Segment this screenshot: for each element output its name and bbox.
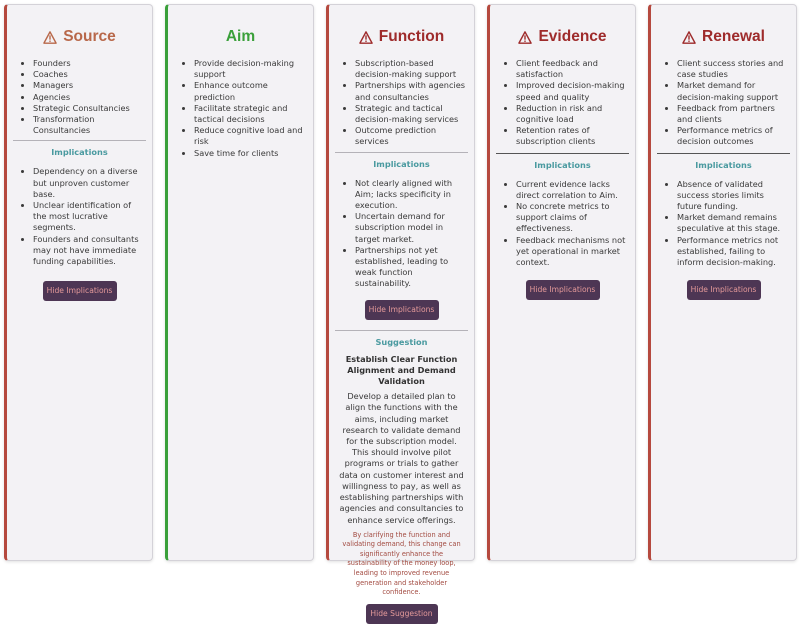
divider: [13, 140, 146, 141]
aim-title-text: Aim: [225, 28, 256, 45]
list-item: • Client success stories and case studies: [677, 58, 788, 80]
list-item: • Founders and consultants may not have immediate funding capabilities.: [33, 234, 144, 268]
evidence-list: [498, 58, 627, 148]
divider: [657, 153, 790, 154]
divider: [335, 152, 468, 153]
implications-heading: Implications: [695, 159, 752, 170]
renewal-column: [648, 4, 797, 561]
hide-implications-button[interactable]: Hide Implications: [526, 280, 600, 300]
suggestion-heading: Suggestion: [375, 336, 428, 347]
source-title: [15, 27, 144, 47]
implications-list: [498, 179, 627, 269]
list-item: • Save time for clients: [194, 148, 305, 159]
list-item: • Market demand remains speculative at this stage.: [677, 212, 788, 234]
implications-list: [337, 178, 466, 290]
source-column: [4, 4, 153, 561]
divider: [496, 153, 629, 154]
list-item: • Unclear identification of the most lucrative segments.: [33, 200, 144, 234]
list-item: • Current evidence lacks direct correlation to Aim.: [516, 179, 627, 201]
implications-list: [15, 166, 144, 267]
list-item: • Absence of validated success stories limits future funding.: [677, 179, 788, 213]
list-item: • Managers: [33, 80, 144, 91]
list-item: • No concrete metrics to support claims of effectiveness.: [516, 201, 627, 235]
implications-heading: Implications: [534, 159, 591, 170]
suggestion-note: By clarifying the function and validating demand, this change can significantly enhance the sustainability of the money loop, leading to improved revenue generation and stakeholder confidence.: [342, 530, 461, 597]
list-item: • Subscription-based decision-making support: [355, 58, 466, 80]
list-item: • Partnerships not yet established, leading to weak function sustainability.: [355, 245, 466, 290]
warning-icon: [682, 31, 696, 44]
list-item: • Transformation Consultancies: [33, 114, 144, 136]
source-title-text: Source: [63, 28, 116, 45]
warning-icon: [43, 31, 57, 44]
suggestion-title: Establish Clear Function Alignment and Demand Validation: [345, 353, 458, 387]
hide-suggestion-button[interactable]: Hide Suggestion: [366, 604, 438, 624]
list-item: • Reduce cognitive load and risk: [194, 125, 305, 147]
hide-implications-button[interactable]: Hide Implications: [365, 300, 439, 320]
list-item: • Agencies: [33, 92, 144, 103]
renewal-title-text: Renewal: [702, 28, 765, 45]
evidence-title: [498, 27, 627, 47]
renewal-list: [659, 58, 788, 148]
implications-heading: Implications: [373, 158, 430, 169]
list-item: • Facilitate strategic and tactical decisions: [194, 103, 305, 125]
list-item: • Client feedback and satisfaction: [516, 58, 627, 80]
warning-icon: [359, 31, 373, 44]
list-item: • Coaches: [33, 69, 144, 80]
list-item: • Reduction in risk and cognitive load: [516, 103, 627, 125]
aim-title: [176, 27, 305, 47]
list-item: • Partnerships with agencies and consultancies: [355, 80, 466, 102]
list-item: • Not clearly aligned with Aim; lacks specificity in execution.: [355, 178, 466, 212]
list-item: • Founders: [33, 58, 144, 69]
list-item: • Performance metrics of decision outcomes: [677, 125, 788, 147]
function-title-text: Function: [378, 28, 445, 45]
list-item: • Retention rates of subscription clients: [516, 125, 627, 147]
aim-column: [165, 4, 314, 561]
list-item: • Outcome prediction services: [355, 125, 466, 147]
list-item: • Market demand for decision-making support: [677, 80, 788, 102]
evidence-title-text: Evidence: [538, 28, 607, 45]
implications-list: [659, 179, 788, 269]
list-item: • Dependency on a diverse but unproven customer base.: [33, 166, 144, 200]
hide-implications-button[interactable]: Hide Implications: [43, 281, 117, 301]
source-list: [15, 58, 144, 136]
aim-list: [176, 58, 305, 159]
function-column: [326, 4, 475, 618]
list-item: • Feedback from partners and clients: [677, 103, 788, 125]
hide-implications-button[interactable]: Hide Implications: [687, 280, 761, 300]
evidence-column: [487, 4, 636, 561]
list-item: • Provide decision-making support: [194, 58, 305, 80]
warning-icon: [518, 31, 532, 44]
function-list: [337, 58, 466, 148]
divider: [335, 330, 468, 331]
list-item: • Strategic and tactical decision-making services: [355, 103, 466, 125]
suggestion-body: Develop a detailed plan to align the functions with the aims, including market research to validate demand for the subscription model. This should involve pilot programs or trials to gather data on customer interest and willingness to pay, as well as establishing partnerships with agencies and consultancies to enhance service offerings.: [339, 391, 464, 525]
list-item: • Uncertain demand for subscription model in target market.: [355, 211, 466, 245]
implications-heading: Implications: [51, 147, 108, 158]
list-item: • Performance metrics not established, failing to inform decision-making.: [677, 235, 788, 269]
list-item: • Improved decision-making speed and quality: [516, 80, 627, 102]
list-item: • Strategic Consultancies: [33, 103, 144, 114]
function-title: [337, 27, 466, 47]
list-item: • Feedback mechanisms not yet operational in market context.: [516, 235, 627, 269]
renewal-title: [659, 27, 788, 47]
list-item: • Enhance outcome prediction: [194, 80, 305, 102]
